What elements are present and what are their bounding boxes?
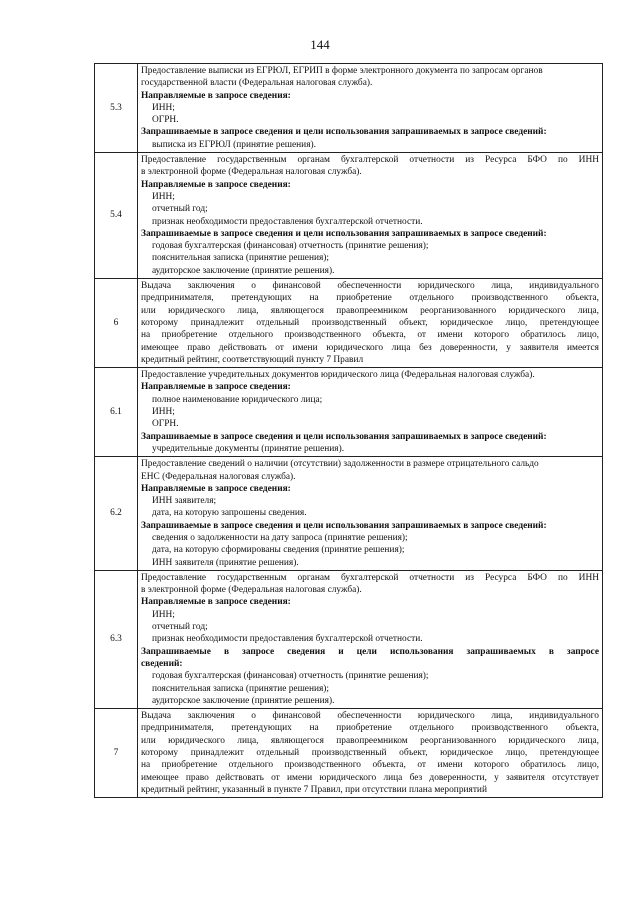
row-number: 6.1	[95, 368, 138, 457]
sent-item: признак необходимости предоставления бухгалтерской отчетности.	[152, 634, 423, 645]
table-row	[95, 570, 603, 708]
table-row	[95, 457, 603, 571]
paragraph-line: имеющее право действовать от имени юридического лица без доверенности, у заявителя отсутствует	[141, 772, 599, 783]
row-number: 5.3	[95, 64, 138, 153]
row-content	[138, 709, 603, 798]
intro-line: ЕНС (Федеральная налоговая служба).	[141, 471, 296, 482]
intro-line: в электронной форме (Федеральная налоговая служба).	[141, 167, 362, 178]
requested-item: сведения о задолженности на дату запроса (принятие решения);	[152, 532, 408, 543]
row-content	[138, 368, 603, 457]
paragraph-line: кредитный рейтинг, указанный в пункте 7 Правил, при отсутствии плана мероприятий	[141, 784, 487, 795]
requested-item: аудиторское заключение (принятие решения).	[152, 695, 335, 706]
paragraph-line: Выдача заключения о финансовой обеспеченности юридического лица, индивидуального	[141, 711, 599, 722]
paragraph-line: имеющее право действовать от имени юридического лица без доверенности, у заявителя имеется	[141, 342, 599, 353]
intro-line: Предоставление выписки из ЕГРЮЛ, ЕГРИП в форме электронного документа по запросам органов	[141, 66, 543, 76]
sent-header: Направляемые в запросе сведения:	[141, 90, 291, 101]
requested-item: аудиторское заключение (принятие решения).	[152, 265, 335, 276]
requested-item: выписка из ЕГРЮЛ (принятие решения).	[152, 139, 316, 150]
table-row	[95, 153, 603, 279]
table-row	[95, 64, 603, 153]
row-number: 7	[95, 709, 138, 798]
row-content	[138, 64, 603, 153]
sent-item: ИНН;	[152, 609, 175, 620]
paragraph-line: которому принадлежит отдельный производственный объект, юридическое лицо, претендующее	[141, 317, 599, 328]
sent-item: ОГРН.	[152, 419, 179, 430]
requested-item: годовая бухгалтерская (финансовая) отчетность (принятие решения);	[152, 671, 429, 682]
table-row	[95, 279, 603, 368]
sent-header: Направляемые в запросе сведения:	[141, 483, 291, 494]
sent-item: ОГРН.	[152, 115, 179, 126]
row-content	[138, 279, 603, 368]
sent-item: полное наименование юридического лица;	[152, 394, 323, 405]
paragraph-line: или юридического лица, являющегося правопреемником реорганизованного юридического лица,	[141, 735, 599, 746]
requested-header: Запрашиваемые в запросе сведения и цели использования запрашиваемых в запросе сведений:	[141, 520, 547, 531]
sent-item: ИНН заявителя;	[152, 496, 217, 507]
requested-header: Запрашиваемые в запросе сведения и цели использования запрашиваемых в запросе сведений:	[141, 431, 547, 442]
requested-item: учредительные документы (принятие решения).	[152, 443, 345, 454]
row-content	[138, 153, 603, 279]
requested-item: дата, на которую сформированы сведения (принятие решения);	[152, 545, 405, 556]
paragraph-line: на приобретение отдельного производственного объекта, от имени которого обратилось лицо,	[141, 330, 599, 341]
sent-item: ИНН;	[152, 191, 175, 202]
intro-line: государственной власти (Федеральная налоговая служба).	[141, 78, 373, 89]
sent-item: ИНН;	[152, 102, 175, 113]
sent-item: отчетный год;	[152, 204, 208, 215]
paragraph-line: которому принадлежит отдельный производственный объект, юридическое лицо, претендующее	[141, 748, 599, 759]
requested-item: пояснительная записка (принятие решения);	[152, 253, 330, 264]
paragraph-line: Выдача заключения о финансовой обеспеченности юридического лица, индивидуального	[141, 281, 599, 292]
sent-header: Направляемые в запросе сведения:	[141, 382, 291, 393]
requested-header: сведений:	[141, 658, 183, 669]
requested-item: ИНН заявителя (принятие решения).	[152, 557, 299, 568]
paragraph-line: предпринимателя, претендующих на приобретение отдельного производственного объекта,	[141, 293, 599, 304]
paragraph-line: на приобретение отдельного производственного объекта, от имени которого обратилось лицо,	[141, 760, 599, 771]
intro-line: в электронной форме (Федеральная налоговая служба).	[141, 585, 362, 596]
row-number: 6.2	[95, 457, 138, 571]
page-number: 144	[310, 37, 330, 52]
table-row	[95, 368, 603, 457]
row-number: 5.4	[95, 153, 138, 279]
row-number: 6	[95, 279, 138, 368]
requested-header: Запрашиваемые в запросе сведения и цели использования запрашиваемых в запросе	[141, 646, 599, 657]
sent-item: ИНН;	[152, 407, 175, 418]
sent-item: признак необходимости предоставления бухгалтерской отчетности.	[152, 216, 423, 227]
sent-item: отчетный год;	[152, 622, 208, 633]
requested-item: годовая бухгалтерская (финансовая) отчетность (принятие решения);	[152, 241, 429, 252]
row-content	[138, 457, 603, 571]
sent-header: Направляемые в запросе сведения:	[141, 179, 291, 190]
requirements-table	[94, 63, 603, 798]
intro-line: Предоставление государственным органам бухгалтерской отчетности из Ресурса БФО по ИНН	[141, 155, 599, 166]
sent-header: Направляемые в запросе сведения:	[141, 597, 291, 608]
paragraph-line: кредитный рейтинг, соответствующий пункту 7 Правил	[141, 354, 364, 365]
paragraph-line: предпринимателя, претендующих на приобретение отдельного производственного объекта,	[141, 723, 599, 734]
intro-line: Предоставление государственным органам бухгалтерской отчетности из Ресурса БФО по ИНН	[141, 572, 599, 583]
requested-header: Запрашиваемые в запросе сведения и цели использования запрашиваемых в запросе сведений:	[141, 228, 547, 239]
table-row	[95, 709, 603, 798]
intro-line: Предоставление учредительных документов юридического лица (Федеральная налоговая служба).	[141, 370, 535, 381]
intro-line: Предоставление сведений о наличии (отсутствии) задолженности в размере отрицательного сальдо	[141, 459, 539, 470]
paragraph-line: или юридического лица, являющегося правопреемником реорганизованного юридического лица,	[141, 305, 599, 316]
sent-item: дата, на которую запрошены сведения.	[152, 508, 307, 519]
row-number: 6.3	[95, 570, 138, 708]
requested-item: пояснительная записка (принятие решения);	[152, 683, 330, 694]
row-content	[138, 570, 603, 708]
requested-header: Запрашиваемые в запросе сведения и цели использования запрашиваемых в запросе сведений:	[141, 127, 547, 138]
